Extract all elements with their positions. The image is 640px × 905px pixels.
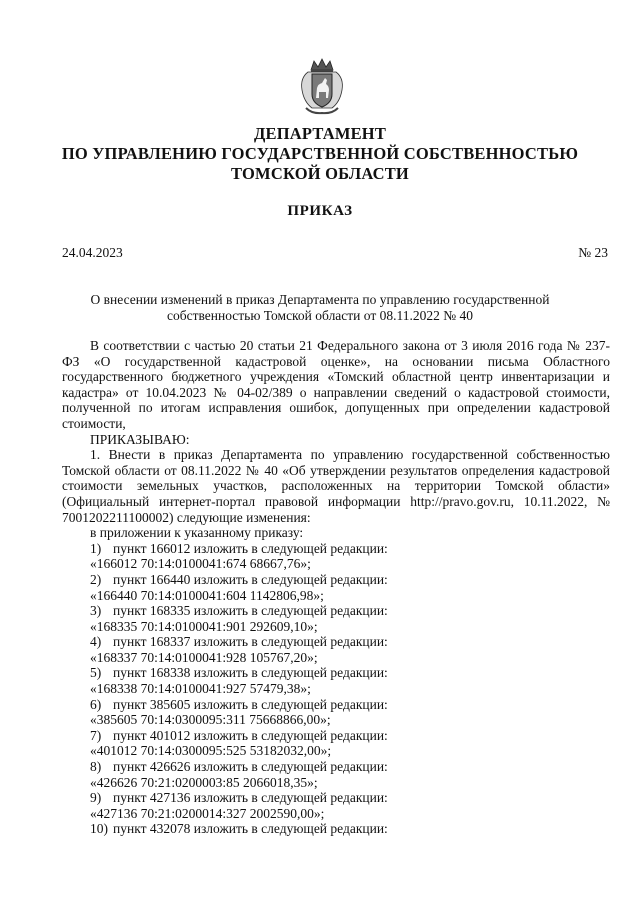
list-item [62, 697, 610, 713]
document-subject [0, 292, 640, 324]
document-type-title: ПРИКАЗ [287, 203, 353, 219]
list-item [62, 603, 610, 619]
item-text: пункт 432078 изложить в следующей редакции: [113, 821, 388, 837]
item-value: «426626 70:21:0200003:85 2066018,35»; [90, 774, 318, 790]
list-item [62, 572, 610, 588]
list-item [62, 541, 610, 557]
item-number: 6) [90, 696, 102, 712]
item-text: пункт 385605 изложить в следующей редакции: [113, 696, 388, 712]
item-value: «168335 70:14:0100041:901 292609,10»; [90, 618, 318, 634]
list-item [62, 634, 610, 650]
document-body [62, 338, 610, 837]
annex-intro: в приложении к указанному приказу: [90, 525, 304, 541]
coat-of-arms-icon [298, 58, 346, 115]
department-title-line2: ПО УПРАВЛЕНИЮ ГОСУДАРСТВЕННОЙ СОБСТВЕННОСТЬЮ [61, 144, 579, 163]
item-text: пункт 401012 изложить в следующей редакции: [113, 727, 388, 743]
item-number: 2) [90, 571, 102, 587]
item-text: пункт 168337 изложить в следующей редакции: [113, 634, 388, 650]
item-value: «401012 70:14:0300095:525 53182032,00»; [90, 743, 332, 759]
list-item [62, 665, 610, 681]
item-text: пункт 168338 изложить в следующей редакции: [113, 665, 388, 681]
list-item [62, 821, 610, 837]
item-text: пункт 427136 изложить в следующей редакции: [113, 790, 388, 806]
item-number: 7) [90, 727, 102, 743]
item-value: «166440 70:14:0100041:604 1142806,98»; [90, 587, 324, 603]
item-number: 5) [90, 665, 102, 681]
item-number: 8) [90, 759, 102, 775]
list-item [62, 790, 610, 806]
item-value: «385605 70:14:0300095:311 75668866,00»; [90, 712, 331, 728]
subject-line1: О внесении изменений в приказ Департамента по управлению государственной [90, 292, 550, 307]
item-number: 1) [90, 540, 102, 556]
item-number: 4) [90, 634, 102, 650]
list-item [62, 759, 610, 775]
department-title-line3: ТОМСКОЙ ОБЛАСТИ [231, 164, 409, 183]
document-date: 24.04.2023 [62, 245, 123, 260]
subject-line2: собственностью Томской области от 08.11.2022 № 40 [166, 308, 474, 323]
item-number: 3) [90, 603, 102, 619]
item-value: «427136 70:21:0200014:327 2002590,00»; [90, 805, 325, 821]
item-text: пункт 166440 изложить в следующей редакции: [113, 571, 388, 587]
preamble-paragraph: В соответствии с частью 20 статьи 21 Федерального закона от 3 июля 2016 года № 237-ФЗ «О государственной кадастровой оценке», на основании письма Областного государственного бюджетного учреждения «Томский областной центр инвентаризации и кадастра» от 10.04.2023 № 04-02/389 о направлении сведений о кадастровой стоимости, полученной по итогам исправления ошибок, допущенных при определении кадастровой стоимости, [62, 338, 610, 431]
item-value: «168337 70:14:0100041:928 105767,20»; [90, 649, 318, 665]
item-text: пункт 168335 изложить в следующей редакции: [113, 603, 388, 619]
item-text: пункт 426626 изложить в следующей редакции: [113, 759, 388, 775]
item-number: 9) [90, 790, 102, 806]
item-number: 10) [90, 821, 108, 837]
list-item [62, 728, 610, 744]
order-word: ПРИКАЗЫВАЮ: [90, 431, 190, 447]
department-title-line1: ДЕПАРТАМЕНТ [253, 124, 387, 143]
item-text: пункт 166012 изложить в следующей редакции: [113, 540, 388, 556]
point-1-paragraph: 1. Внести в приказ Департамента по управлению государственной собственностью Томской области от 08.11.2022 № 40 «Об утверждении результатов определения кадастровой стоимости земельных участков, расположенных на территории Томской области» (Официальный интернет-портал правовой информации http://pravo.gov.ru, 10.11.2022, № 7001202211100002) следующие изменения: [62, 447, 610, 525]
document-number: № 23 [578, 245, 608, 260]
item-value: «166012 70:14:0100041:674 68667,76»; [90, 556, 311, 572]
item-value: «168338 70:14:0100041:927 57479,38»; [90, 681, 311, 697]
